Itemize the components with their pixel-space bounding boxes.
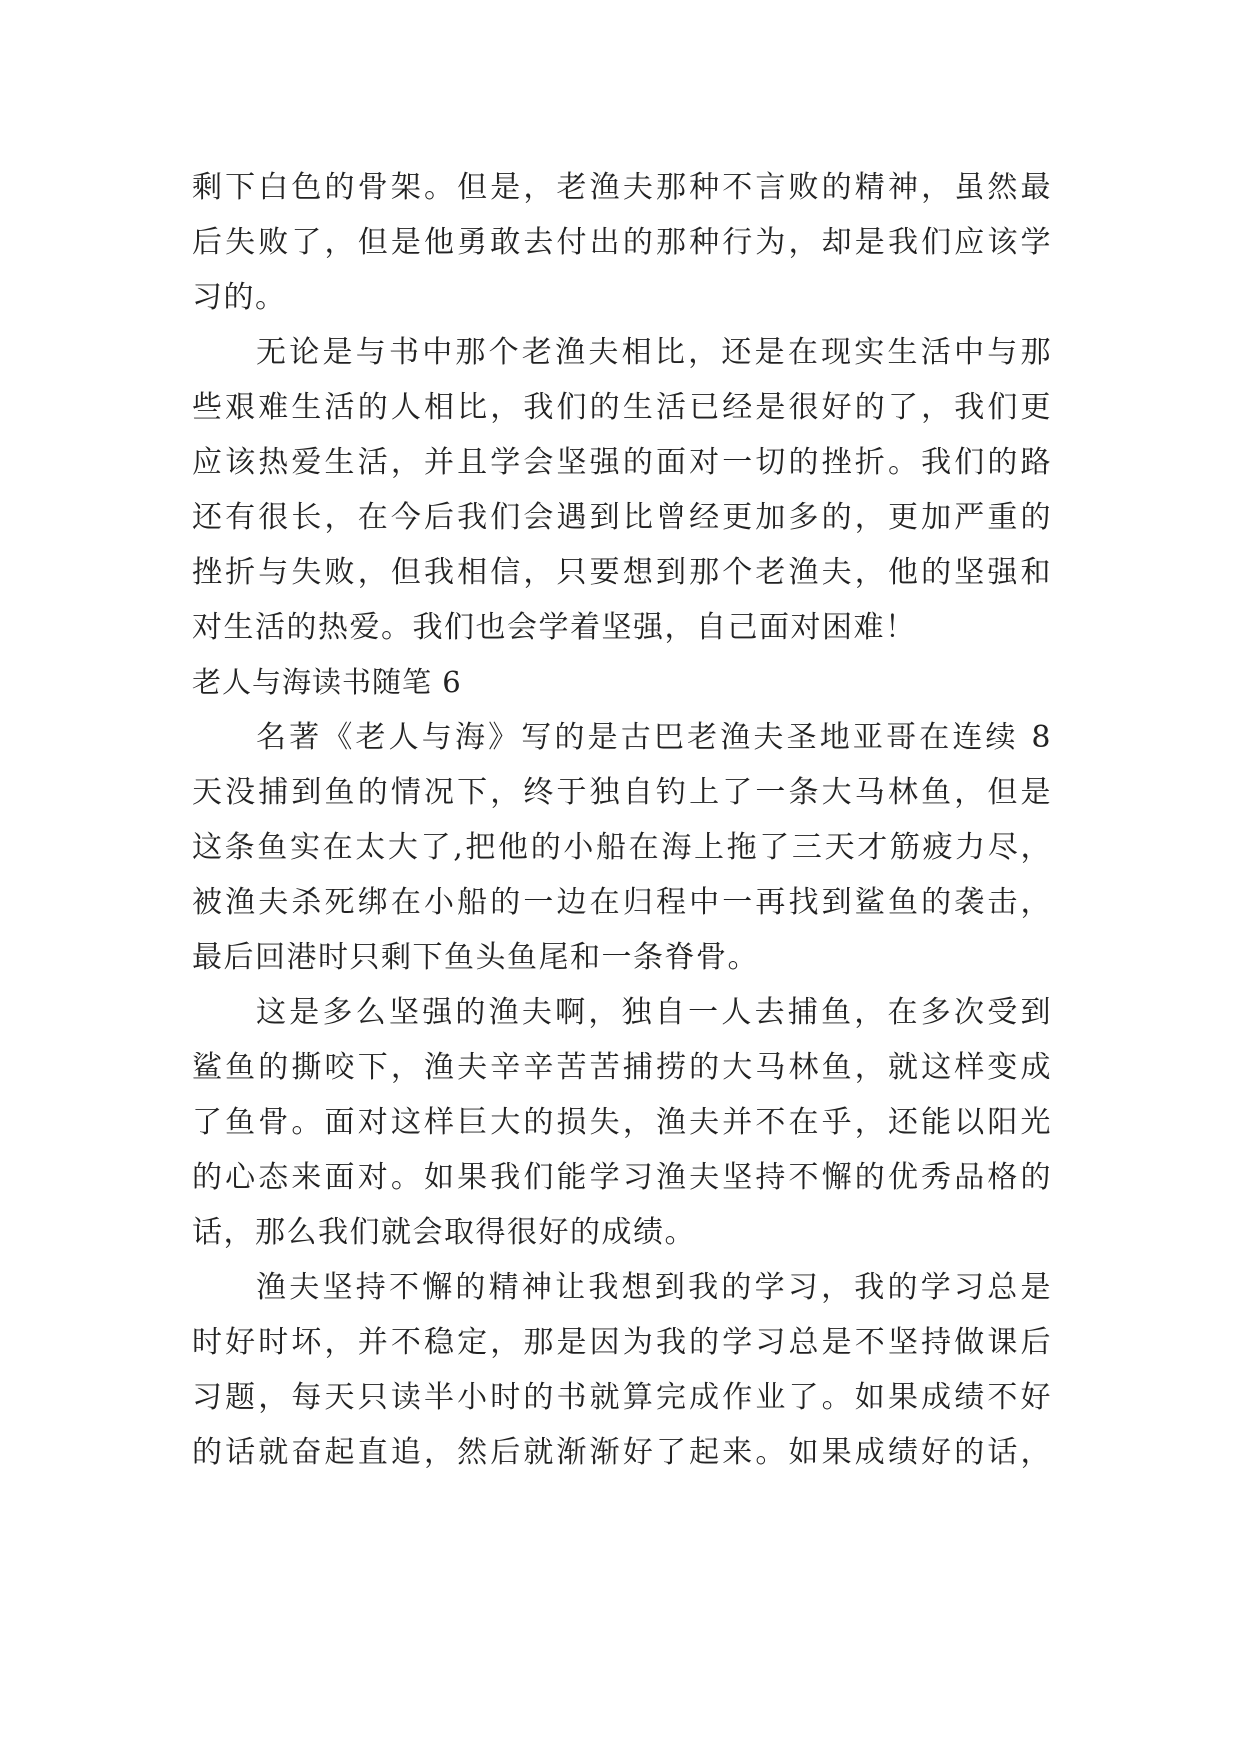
text-line: 这条鱼实在太大了,把他的小船在海上拖了三天才筋疲力尽， (192, 830, 1052, 865)
paragraph (192, 1260, 1052, 1480)
text-line: 些艰难生活的人相比，我们的生活已经是很好的了，我们更 (192, 390, 1052, 425)
paragraph (192, 985, 1052, 1260)
text-line: 无论是与书中那个老渔夫相比，还是在现实生活中与那 (256, 335, 1052, 370)
text-line: 天没捕到鱼的情况下，终于独自钓上了一条大马林鱼，但是 (192, 775, 1052, 810)
text-line: 后失败了，但是他勇敢去付出的那种行为，却是我们应该学 (192, 225, 1052, 260)
text-line: 剩下白色的骨架。但是，老渔夫那种不言败的精神，虽然最 (192, 170, 1052, 205)
text-line: 这是多么坚强的渔夫啊，独自一人去捕鱼，在多次受到 (256, 995, 1052, 1030)
text-line: 被渔夫杀死绑在小船的一边在归程中一再找到鲨鱼的袭击， (192, 885, 1052, 920)
text-line: 的心态来面对。如果我们能学习渔夫坚持不懈的优秀品格的 (192, 1160, 1052, 1195)
paragraph-continued (192, 160, 1052, 325)
text-line: 应该热爱生活，并且学会坚强的面对一切的挫折。我们的路 (192, 445, 1052, 480)
text-line: 名著《老人与海》写的是古巴老渔夫圣地亚哥在连续 8 (256, 720, 1052, 755)
text-line: 时好时坏，并不稳定，那是因为我的学习总是不坚持做课后 (192, 1325, 1052, 1360)
paragraph (192, 325, 1052, 655)
text-line: 最后回港时只剩下鱼头鱼尾和一条脊骨。 (192, 940, 759, 975)
document-body (192, 160, 1052, 1480)
text-line: 鲨鱼的撕咬下，渔夫辛辛苦苦捕捞的大马林鱼，就这样变成 (192, 1050, 1052, 1085)
text-line: 习的。 (192, 280, 287, 315)
text-line: 对生活的热爱。我们也会学着坚强，自己面对困难！ (192, 610, 917, 645)
text-line: 渔夫坚持不懈的精神让我想到我的学习，我的学习总是 (256, 1270, 1052, 1305)
text-line: 挫折与失败，但我相信，只要想到那个老渔夫，他的坚强和 (192, 555, 1052, 590)
text-line: 的话就奋起直追，然后就渐渐好了起来。如果成绩好的话， (192, 1435, 1052, 1470)
text-line: 习题，每天只读半小时的书就算完成作业了。如果成绩不好 (192, 1380, 1052, 1415)
text-line: 话，那么我们就会取得很好的成绩。 (192, 1215, 696, 1250)
text-line: 还有很长，在今后我们会遇到比曾经更加多的，更加严重的 (192, 500, 1052, 535)
section-heading: 老人与海读书随笔 6 (192, 665, 462, 699)
paragraph (192, 710, 1052, 985)
text-line: 了鱼骨。面对这样巨大的损失，渔夫并不在乎，还能以阳光 (192, 1105, 1052, 1140)
